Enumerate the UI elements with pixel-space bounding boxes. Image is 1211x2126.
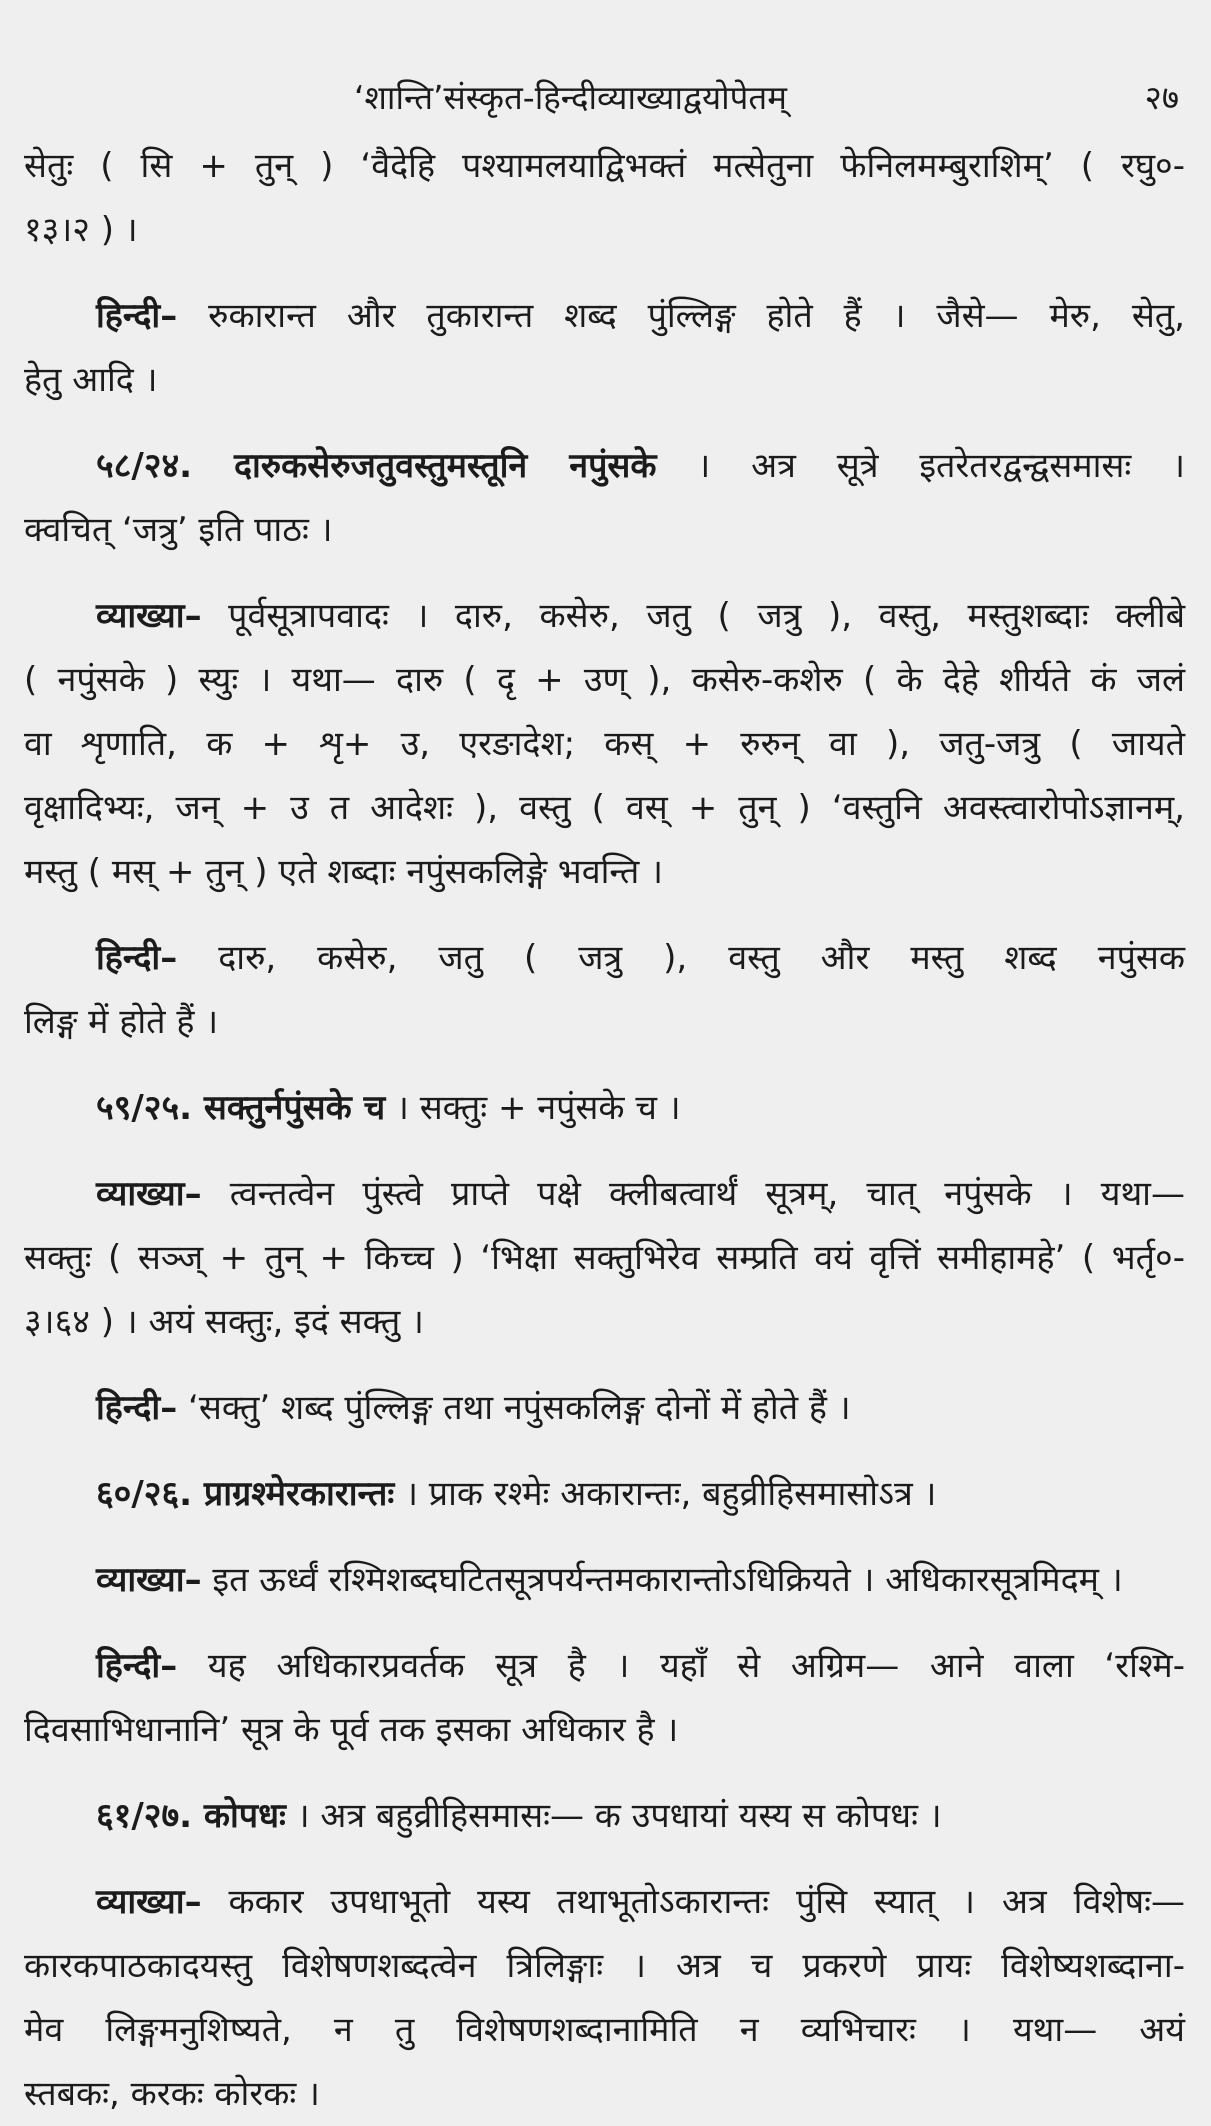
text-line: मेव लिङ्गमनुशिष्यते, न तु विशेषणशब्दानामिति न व्यभिचारः । यथा— अयं — [24, 2010, 1185, 2050]
vyakhya-para: व्याख्या– पूर्वसूत्रापवादः । दारु, कसेरु, जतु ( जत्रु ), वस्तु, मस्तुशब्दाः क्लीबे — [96, 596, 1185, 636]
sutra-heading: ६१/२७. कोपधः । अत्र बहुव्रीहिसमासः— क उपधायां यस्य स कोपधः । — [96, 1796, 942, 1836]
page-number: २७ — [1144, 78, 1179, 117]
text-line: सक्तुः ( सञ्ज् + तुन् + किच्च ) ‘भिक्षा सक्तुभिरेव सम्प्रति वयं वृत्तिं समीहामहे’ ( भर्तृ०- — [24, 1238, 1185, 1278]
page-header — [24, 66, 1185, 126]
text-line: वृक्षादिभ्यः, जन् + उ त आदेशः ), वस्तु ( वस् + तुन् ) ‘वस्तुनि अवस्त्वारोपोऽज्ञानम्, — [24, 788, 1185, 828]
text-line: कारकपाठकादयस्तु विशेषणशब्दत्वेन त्रिलिङ्गाः । अत्र च प्रकरणे प्रायः विशेष्यशब्दाना- — [24, 1946, 1185, 1986]
hindi-para: हिन्दी– दारु, कसेरु, जतु ( जत्रु ), वस्तु और मस्तु शब्द नपुंसक — [96, 938, 1185, 978]
sutra-heading: ५८/२४. दारुकसेरुजतुवस्तुमस्तूनि नपुंसके । अत्र सूत्रे इतरेतरद्वन्द्वसमासः । — [96, 446, 1186, 486]
text-line: वा शृणाति, क + शृ+ उ, एरङादेश; कस् + रुरुन् वा ), जतु-जत्रु ( जायते — [24, 724, 1185, 764]
running-title: ‘शान्ति’संस्कृत-हिन्दीव्याख्याद्वयोपेतम् — [354, 78, 787, 117]
text-line: लिङ्ग में होते हैं । — [24, 1002, 219, 1042]
text-line: १३।२ ) । — [24, 210, 138, 250]
text-line: क्वचित् ‘जत्रु’ इति पाठः । — [24, 510, 333, 550]
text-line: मस्तु ( मस् + तुन् ) एते शब्दाः नपुंसकलिङ्गे भवन्ति । — [24, 852, 663, 892]
body-text — [24, 134, 1185, 2126]
text-line: सेतुः ( सि + तुन् ) ‘वैदेहि पश्यामलयाद्विभक्तं मत्सेतुना फेनिलमम्बुराशिम्’ ( रघु०- — [24, 146, 1185, 186]
vyakhya-para: व्याख्या– त्वन्तत्वेन पुंस्त्वे प्राप्ते पक्षे क्लीबत्वार्थं सूत्रम्, चात् नपुंसके । यथा— — [96, 1174, 1185, 1214]
hindi-para: हिन्दी– रुकारान्त और तुकारान्त शब्द पुंल्लिङ्ग होते हैं । जैसे— मेरु, सेतु, — [96, 296, 1185, 336]
hindi-para: हिन्दी– ‘सक्तु’ शब्द पुंल्लिङ्ग तथा नपुंसकलिङ्ग दोनों में होते हैं । — [96, 1388, 851, 1428]
sutra-heading: ६०/२६. प्राग्रश्मेरकारान्तः । प्राक रश्मेः अकारान्तः, बहुव्रीहिसमासोऽत्र । — [96, 1474, 937, 1514]
hindi-para: हिन्दी– यह अधिकारप्रवर्तक सूत्र है । यहाँ से अग्रिम— आने वाला ‘रश्मि- — [96, 1646, 1185, 1686]
sutra-heading: ५९/२५. सक्तुर्नपुंसके च । सक्तुः + नपुंसके च । — [96, 1088, 681, 1128]
text-line: दिवसाभिधानानि’ सूत्र के पूर्व तक इसका अधिकार है । — [24, 1710, 679, 1750]
vyakhya-para: व्याख्या– इत ऊर्ध्वं रश्मिशब्दघटितसूत्रपर्यन्तमकारान्तोऽधिक्रियते । अधिकारसूत्रमिदम् । — [96, 1560, 1123, 1600]
text-line: ( नपुंसके ) स्युः । यथा— दारु ( दृ + उण् ), कसेरु-कशेरु ( के देहे शीर्यते कं जलं — [24, 660, 1185, 700]
vyakhya-para: व्याख्या– ककार उपधाभूतो यस्य तथाभूतोऽकारान्तः पुंसि स्यात् । अत्र विशेषः— — [96, 1882, 1185, 1922]
text-line: स्तबकः, करकः कोरकः । — [24, 2074, 320, 2114]
text-line: हेतु आदि । — [24, 360, 158, 400]
text-line: ३।६४ ) । अयं सक्तुः, इदं सक्तु । — [24, 1302, 424, 1342]
